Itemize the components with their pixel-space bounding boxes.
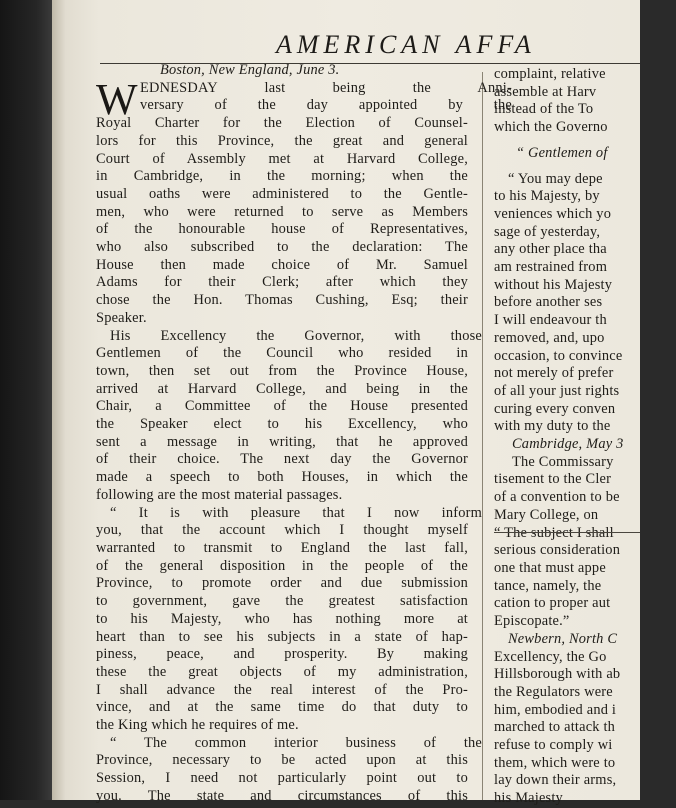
text-line: town, then set out from the Province House, (96, 362, 468, 379)
text-line: one that must appe (494, 559, 606, 576)
text-line: tance, namely, the (494, 577, 602, 594)
text-line: to government, gave the greatest satisfaction (96, 593, 468, 610)
text-line: not merely of prefer (494, 365, 614, 382)
text-line: lors for this Province, the great and general (96, 132, 468, 149)
text-line: EDNESDAY last being the Anni- (140, 79, 512, 96)
text-line: Mary College, on (494, 506, 599, 523)
text-line: the King which he requires of me. (96, 717, 299, 734)
text-line: following are the most material passages. (96, 486, 343, 503)
text-line: “ It is with pleasure that I now inform (110, 504, 482, 521)
text-line: without his Majesty (494, 276, 613, 293)
dateline: Boston, New England, June 3. (160, 62, 340, 78)
text-line: the Speaker elect to his Excellency, who (96, 416, 468, 433)
text-line: am restrained from (494, 259, 608, 276)
text-line: curing every conven (494, 400, 616, 417)
text-line: sent a message in writing, that he approved (96, 433, 468, 450)
section-rule (494, 532, 640, 533)
text-line: Chair, a Committee of the House presented (96, 398, 468, 415)
text-line: warranted to transmit to England the last fall, (96, 539, 468, 556)
text-line: of the honourable house of Representatives, (96, 221, 468, 238)
text-line: “ Gentlemen of (516, 144, 608, 161)
text-line: which the Governo (494, 119, 608, 136)
text-line: his Majesty (494, 790, 563, 807)
text-line: any other place tha (494, 241, 607, 258)
drop-cap: W (96, 75, 138, 124)
text-line: you. The state and circumstances of this (96, 787, 468, 804)
text-line: Episcopate.” (494, 613, 570, 630)
text-line: Session, I need not particularly point out to (96, 770, 468, 787)
left-column (96, 62, 512, 804)
text-line: you, that the account which I thought myself (96, 522, 468, 539)
text-line: before another ses (494, 294, 603, 311)
text-line: of the general disposition in the people of the (96, 557, 468, 574)
text-line: Speaker. (96, 309, 147, 326)
text-line: Newbern, North C (508, 630, 618, 647)
text-line: made a speech to both Houses, in which the (96, 469, 468, 486)
text-line: assemble at Harv (494, 83, 597, 100)
page-edge (52, 0, 66, 800)
column-divider (482, 72, 483, 800)
text-line: marched to attack th (494, 719, 616, 736)
text-line: men, who were returned to serve as Members (96, 203, 468, 220)
text-line: Province, to promote order and due submission (96, 575, 468, 592)
text-line: piness, peace, and prosperity. By making (96, 646, 468, 663)
text-line: instead of the To (494, 101, 594, 118)
text-line: complaint, relative (494, 66, 606, 82)
text-line: Adams for their Clerk; after which they (96, 274, 468, 291)
text-line: I shall advance the real interest of the Pro- (96, 681, 468, 698)
text-line: I will endeavour th (494, 312, 607, 329)
text-line: Court of Assembly met at Harvard College, (96, 150, 468, 167)
background-left (0, 0, 52, 800)
text-line: “ The common interior business of the (110, 734, 482, 751)
text-line: House then made choice of Mr. Samuel (96, 256, 468, 273)
text-line: versary of the day appointed by the (140, 97, 512, 114)
text-line: Hillsborough with ab (494, 666, 621, 683)
text-line: “ You may depe (508, 170, 603, 187)
text-line: them, which were to (494, 754, 616, 771)
text-line: chose the Hon. Thomas Cushing, Esq; their (96, 292, 468, 309)
text-line: occasion, to convince (494, 347, 623, 364)
text-line: usual oaths were administered to the Gentle- (96, 185, 468, 202)
right-column (494, 66, 654, 807)
text-line: to his Majesty, who has nothing more at (96, 610, 468, 627)
text-line: him, embodied and i (494, 701, 617, 718)
text-line: serious consideration (494, 542, 621, 559)
text-line: heart than to see his subjects in a state of hap- (96, 628, 468, 645)
text-line: to his Majesty, by (494, 188, 600, 205)
text-line: in Cambridge, in the morning; when the (96, 168, 468, 185)
text-line: the Regulators were (494, 683, 613, 700)
text-line: of a convention to be (494, 489, 620, 506)
text-line: vince, and at the same time do that duty to (96, 699, 468, 716)
text-line: cation to proper aut (494, 595, 611, 612)
text-line: Royal Charter for the Election of Counsel- (96, 115, 468, 132)
text-line: arrived at Harvard College, and being in the (96, 380, 468, 397)
text-line: who also subscribed to the declaration: The (96, 239, 468, 256)
text-line: Excellency, the Go (494, 648, 607, 665)
section-headline: AMERICAN AFFA (276, 30, 536, 59)
text-line: lay down their arms, (494, 772, 617, 789)
text-line: “ The subject I shall (494, 524, 614, 541)
text-line: of their choice. The next day the Governor (96, 451, 468, 468)
text-line: these the great objects of my administration, (96, 663, 468, 680)
text-line: Cambridge, May 3 (512, 436, 624, 453)
text-line: The Commissary (512, 453, 614, 470)
text-line: of all your just rights (494, 382, 620, 399)
text-line: removed, and, upo (494, 329, 605, 346)
text-line: with my duty to the (494, 418, 611, 435)
text-line: sage of yesterday, (494, 223, 601, 240)
text-line: tisement to the Cler (494, 471, 612, 488)
text-line: veniences which yo (494, 205, 612, 222)
text-line: Gentlemen of the Council who resided in (96, 345, 468, 362)
text-line: Province, necessary to be acted upon at this (96, 752, 468, 769)
text-line: His Excellency the Governor, with those (110, 327, 482, 344)
text-line: refuse to comply wi (494, 737, 613, 754)
